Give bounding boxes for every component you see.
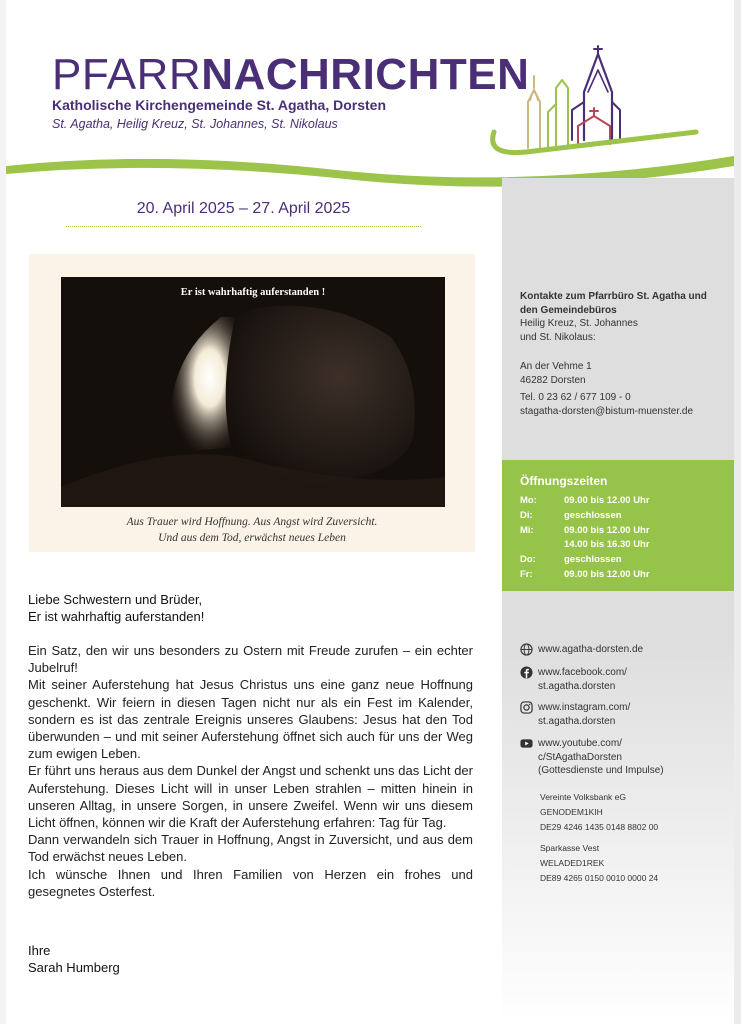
- contact-block: [520, 290, 730, 418]
- bank-details-1: [540, 790, 730, 835]
- salutation-line-1: Liebe Schwestern und Brüder,: [28, 592, 203, 607]
- caption-line-1: Aus Trauer wird Hoffnung. Aus Angst wird Zuversicht.: [126, 516, 378, 528]
- contact-heading-line: Heilig Kreuz, St. Johannes: [520, 318, 638, 329]
- salutation-line-2: Er ist wahrhaftig auferstanden!: [28, 609, 205, 624]
- bank-name: Sparkasse Vest: [540, 843, 600, 853]
- contact-heading-line: Kontakte zum Pfarrbüro St. Agatha und: [520, 291, 707, 302]
- facebook-icon: [520, 666, 533, 679]
- youtube-icon: [520, 737, 533, 750]
- image-title: Er ist wahrhaftig auferstanden !: [180, 287, 326, 298]
- letter-paragraph: Dann verwandeln sich Trauer in Hoffnung, Angst in Zuversicht, und aus dem Tod erwächst neues Leben.: [28, 832, 473, 865]
- bank-details-2: [540, 841, 730, 886]
- letter-signature-block: [28, 942, 120, 976]
- title-light: PFARR: [52, 50, 202, 99]
- hours-time: geschlossen: [564, 554, 622, 565]
- youtube-channel[interactable]: c/StAgathaDorsten: [538, 751, 622, 763]
- contact-heading-line: den Gemeindebüros: [520, 304, 617, 316]
- letter-paragraph: Er führt uns heraus aus dem Dunkel der Angst und schenkt uns das Licht der Auferstehung. Dieses Licht will in unser Leben strahlen – mitten hinein in unseren Alltag, in unsere Sorgen, in unsere Zweifel. Wenn wir uns diesem Licht öffnen, können wir die Kraft der Auferstehung erfahren: Tag für Tag.: [28, 763, 473, 831]
- website-link[interactable]: [520, 643, 730, 657]
- contact-phone: Tel. 0 23 62 / 677 109 - 0: [520, 392, 631, 403]
- youtube-url[interactable]: www.youtube.com/: [538, 738, 622, 749]
- parish-name: Katholische Kirchengemeinde St. Agatha, Dorsten: [52, 97, 386, 113]
- instagram-handle[interactable]: st.agatha.dorsten: [538, 715, 616, 727]
- hours-time: 09.00 bis 12.00 Uhr: [564, 569, 650, 580]
- letter-paragraph: Mit seiner Auferstehung hat Jesus Christus uns eine ganz neue Hoffnung geschenkt. Wir feiern in diesen Tagen nicht nur als ein Fest im Kalender, sondern es ist das zentrale Ereignis unseres Glaubens: Jesus hat den Tod überwunden – und mit seiner Auferstehung öffnet sich auch für uns der Weg zum ewigen Leben.: [28, 677, 473, 762]
- instagram-icon: [520, 701, 533, 714]
- opening-hours-title: Öffnungszeiten: [520, 474, 608, 488]
- easter-image-frame: [29, 254, 475, 552]
- empty-tomb-photo: [61, 277, 445, 507]
- bank-iban: DE29 4246 1435 0148 8802 00: [540, 822, 659, 832]
- parish-list: St. Agatha, Heilig Kreuz, St. Johannes, St. Nikolaus: [52, 117, 338, 131]
- hours-day: Mi:: [520, 525, 534, 536]
- letter-paragraph: Ein Satz, den wir uns besonders zu Ostern mit Freude zurufen – ein echter Jubelruf!: [28, 643, 473, 676]
- hours-time: geschlossen: [564, 510, 622, 521]
- bank-name: Vereinte Volksbank eG: [540, 792, 627, 802]
- facebook-link[interactable]: [520, 666, 730, 694]
- hours-time: 09.00 bis 12.00 Uhr: [564, 525, 650, 536]
- newsletter-title: [52, 50, 529, 100]
- contact-heading-line: und St. Nikolaus:: [520, 331, 596, 343]
- caption-line-2: Und aus dem Tod, erwächst neues Leben: [158, 532, 346, 544]
- youtube-description: (Gottesdienste und Impulse): [538, 765, 664, 776]
- church-logo: [486, 40, 701, 158]
- hours-day: Fr:: [520, 569, 533, 580]
- hours-day: Di:: [520, 510, 533, 521]
- contact-heading: [520, 290, 730, 317]
- letter-signature: Sarah Humberg: [28, 960, 120, 975]
- website-url[interactable]: www.agatha-dorsten.de: [538, 644, 644, 655]
- date-range: 20. April 2025 – 27. April 2025: [66, 200, 421, 227]
- title-bold: NACHRICHTEN: [201, 50, 530, 99]
- facebook-handle[interactable]: st.agatha.dorsten: [538, 680, 616, 692]
- letter-body: [28, 642, 473, 900]
- hours-time: 09.00 bis 12.00 Uhr: [564, 495, 650, 506]
- image-caption: [29, 514, 475, 546]
- contact-city: 46282 Dorsten: [520, 374, 586, 386]
- facebook-url[interactable]: www.facebook.com/: [538, 667, 627, 678]
- hours-day: Do:: [520, 554, 536, 565]
- instagram-link[interactable]: [520, 701, 730, 729]
- bank-bic: WELADED1REK: [540, 858, 605, 868]
- letter-closing: Ihre: [28, 943, 51, 958]
- contact-street: An der Vehme 1: [520, 361, 592, 372]
- instagram-url[interactable]: www.instagram.com/: [538, 702, 631, 713]
- bank-iban: DE89 4265 0150 0010 0000 24: [540, 873, 659, 883]
- globe-icon: [520, 643, 533, 656]
- viewer-edge: [734, 0, 741, 1024]
- bank-bic: GENODEM1KIH: [540, 807, 603, 817]
- opening-hours-box: [502, 460, 734, 591]
- letter-paragraph: Ich wünsche Ihnen und Ihren Familien von Herzen ein frohes und gesegnetes Osterfest.: [28, 866, 473, 899]
- contact-email[interactable]: stagatha-dorsten@bistum-muenster.de: [520, 405, 694, 417]
- tomb-light: [61, 277, 445, 507]
- hours-day: Mo:: [520, 495, 537, 506]
- newsletter-page: [6, 0, 734, 1024]
- hours-time: 14.00 bis 16.30 Uhr: [564, 539, 650, 550]
- letter-salutation: [28, 591, 204, 625]
- youtube-link[interactable]: [520, 737, 730, 779]
